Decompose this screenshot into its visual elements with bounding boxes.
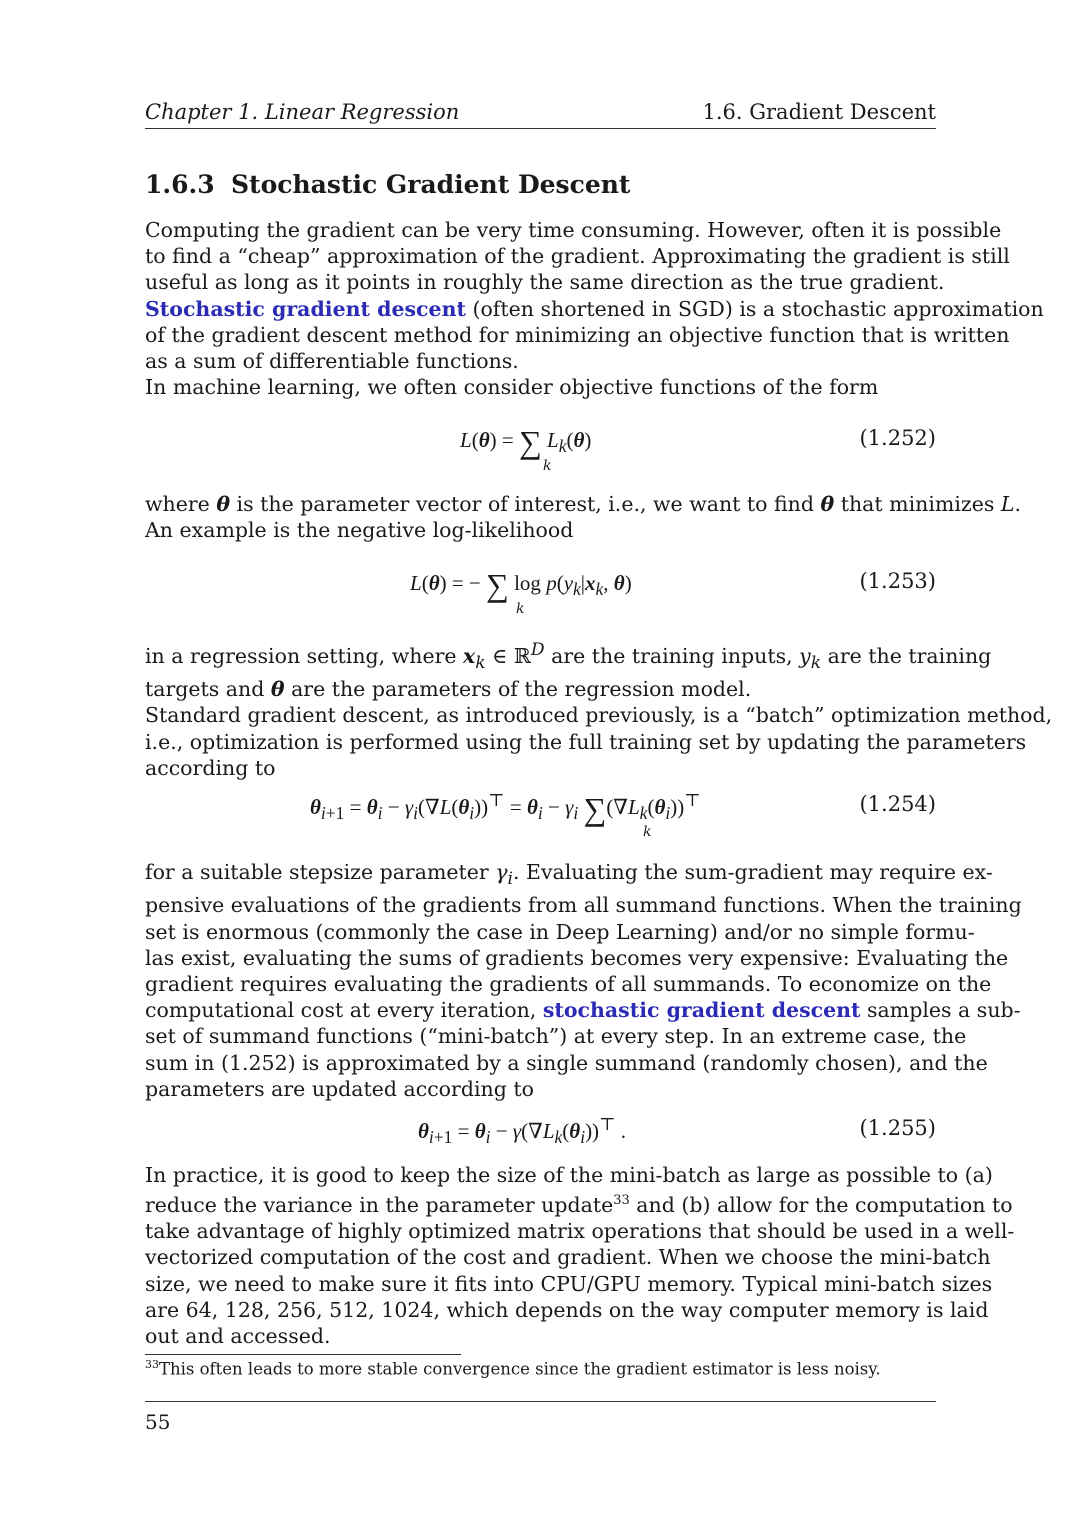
sgd-link-2[interactable]: stochastic gradient descent: [542, 998, 861, 1023]
section-heading: 1.6.3 Stochastic Gradient Descent: [145, 170, 631, 199]
equation-1-253: L(θ) = − ∑ $\log p(y_k|x_k$, θ) k (1.253): [410, 567, 936, 617]
footnote-rule: [145, 1354, 461, 1355]
chapter-title: Chapter 1. Linear Regression: [145, 100, 460, 124]
page-number: 55: [145, 1410, 171, 1434]
footnote: $^{33}$This often leads to more stable convergence since the gradient estimator is less noisy.: [145, 1358, 881, 1379]
sgd-link[interactable]: Stochastic gradient descent: [145, 296, 466, 321]
equation-1-252: L(θ) = ∑ $L_k(\theta)$ k (1.252): [460, 424, 936, 474]
equation-1-254: $\theta_{i+1} = \theta_i - \gamma_i(\nabla L(\theta_i))^⊤ = \theta_i - \gamma_i$ $\sum(\nabla L_k(\theta_i))^⊤$ k (1.254): [310, 790, 936, 840]
equation-1-255: $\theta_{i+1} = \theta_i - \gamma(\nabla L_k(\theta_i))^⊤$ . (1.255): [418, 1114, 936, 1148]
paragraph-intro: Computing the gradient can be very time consuming. However, often it is possible to find a “cheap” approximation of the gradient. Approximating the gradient is still useful as long as it points in roughly the same direction as the true gradient. Stochastic gradient descent (often shortened in SGD) is a stochastic approximation of the gradient descent method for minimizing an objective function that is written as a sum of differentiable functions. In machine learning, we often consider objective functions of the form: [145, 218, 1044, 400]
footnote-ref[interactable]: 33: [613, 1193, 630, 1209]
footer-rule: [145, 1401, 936, 1402]
paragraph-stepsize: for a suitable stepsize parameter $\gamma_i$. Evaluating the sum-gradient may require ex- pensive evaluations of the gradients from all summand functions. When the training set is enormous (commonly the case in Deep Learning) and/or no simple formu- las exist, evaluating the sums of gradients becomes very expensive: Evaluating the gradient requires evaluating the gradients of all summands. To economize on the computational cost at every iteration, stochastic gradient descent samples a sub- set of summand functions (“mini-batch”) at every step. In an extreme case, the sum in (1.252) is approximated by a single summand (randomly chosen), and the parameters are updated according to: [145, 860, 1022, 1101]
section-title: 1.6. Gradient Descent: [702, 100, 936, 124]
header-rule: [145, 128, 936, 129]
paragraph-regression: in a regression setting, where $x_k$ ∈ ℝ$^D$ are the training inputs, $y_k$ are the training targets and θ are the parameters of the regression model. Standard gradient descent, as introduced previously, is a “batch” optimization method, i.e., optimization is performed using the full training set by updating the parameters according to: [145, 640, 1053, 780]
paragraph-theta: where θ is the parameter vector of interest, i.e., we want to find θ that minimizes L. An example is the negative log-likelihood: [145, 492, 1022, 543]
paragraph-minibatch: In practice, it is good to keep the size of the mini-batch as large as possible to (a) reduce the variance in the parameter update$^{33}$ and (b) allow for the computation to take advantage of highly optimized matrix operations that should be used in a well- vectorized computation of the cost and gradient. When we choose the mini-batch size, we need to make sure it fits into CPU/GPU memory. Typical mini-batch sizes are 64, 128, 256, 512, 1024, which depends on the way computer memory is laid out and accessed.: [145, 1163, 1015, 1349]
